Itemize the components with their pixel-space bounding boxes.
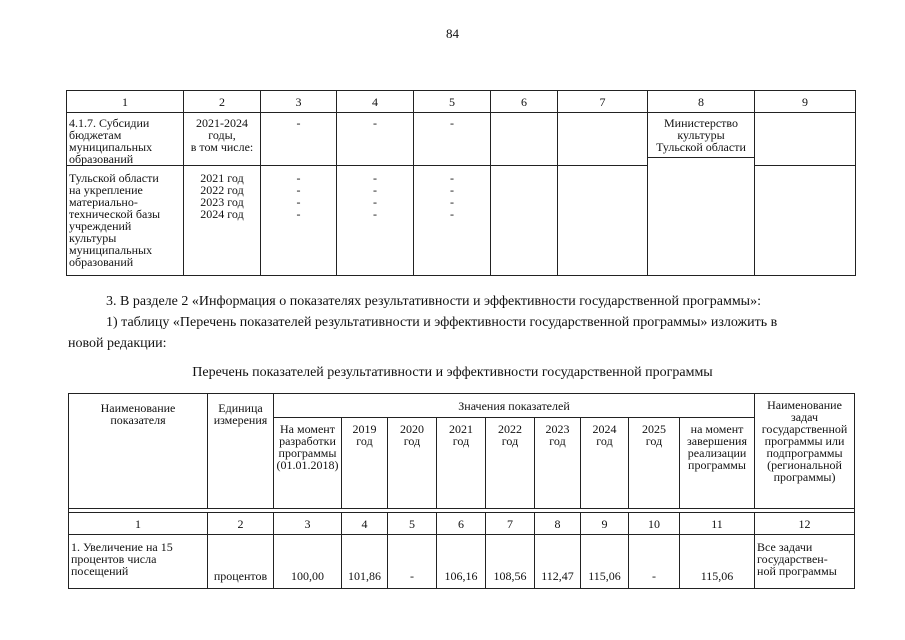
number-cell: 11 (680, 513, 755, 535)
header-line: Наименование (767, 398, 842, 412)
year-word: год (501, 434, 519, 448)
table1-header-row (67, 91, 856, 113)
table1-col-9: 9 (755, 91, 856, 113)
indicator-name-cell (69, 535, 208, 589)
table1-col-3: 3 (261, 91, 337, 113)
subsidy-name-top (67, 113, 184, 166)
header-line: программы (278, 446, 337, 460)
dash: - (450, 171, 454, 185)
header-year-2023 (535, 418, 581, 509)
col4-years (337, 166, 414, 276)
header-tasks (755, 394, 855, 509)
dash: - (296, 195, 301, 209)
table1-col-2: 2 (184, 91, 261, 113)
table2-number-row (69, 513, 855, 535)
header-year-2022 (486, 418, 535, 509)
table1-col-6: 6 (491, 91, 558, 113)
header-line: государственной (761, 422, 848, 436)
name-line: учреждений (69, 219, 132, 233)
col4-total: - (337, 113, 414, 166)
value-cell: 115,06 (680, 535, 755, 589)
header-indicator-name (69, 394, 208, 509)
dash: - (296, 171, 301, 185)
number-cell: 9 (581, 513, 629, 535)
period-cell (184, 113, 261, 166)
task-line: Все задачи (757, 540, 813, 554)
col3-years (261, 166, 337, 276)
table1-col-8: 8 (648, 91, 755, 113)
col9-total (755, 113, 856, 166)
table1-col-1: 1 (67, 91, 184, 113)
header-moment (274, 418, 342, 509)
year-word: год (645, 434, 663, 448)
indicators-table (68, 393, 855, 589)
year: 2019 (352, 422, 377, 436)
year-line: 2021 год (200, 171, 244, 185)
name-line: муниципальных (69, 140, 153, 154)
dash: - (450, 183, 454, 197)
value-cell: 115,06 (581, 535, 629, 589)
number-cell: 8 (535, 513, 581, 535)
year-word: год (596, 434, 613, 448)
dash: - (373, 171, 377, 185)
col7-total (558, 113, 648, 166)
col3-total: - (261, 113, 337, 166)
dash: - (296, 207, 301, 221)
header-line: завершения (687, 434, 747, 448)
year-line: 2024 год (200, 207, 244, 221)
header-year-2020 (388, 418, 437, 509)
budget-table (66, 90, 856, 276)
year-word: год (356, 434, 373, 448)
unit-cell: процентов (208, 535, 274, 589)
dash: - (373, 207, 377, 221)
name-line: бюджетам (69, 128, 122, 142)
header-end (680, 418, 755, 509)
name-line: процентов числа (71, 552, 157, 566)
task-cell (755, 535, 855, 589)
name-line: Тульской области (69, 171, 159, 185)
number-cell: 1 (69, 513, 208, 535)
number-cell: 7 (486, 513, 535, 535)
years-cell (184, 166, 261, 276)
period-line: годы, (208, 128, 236, 142)
table1-row-top (67, 113, 856, 166)
table2-header-row (69, 394, 855, 418)
header-year-2019 (342, 418, 388, 509)
number-cell: 3 (274, 513, 342, 535)
ministry-line: культуры (677, 128, 725, 142)
name-line: образований (69, 255, 134, 269)
table1-col-5: 5 (414, 91, 491, 113)
header-line: задач (791, 410, 819, 424)
name-line: материально- (69, 195, 138, 209)
value-cell: 108,56 (486, 535, 535, 589)
dash: - (296, 183, 301, 197)
dash: - (450, 207, 454, 221)
value-cell: 112,47 (535, 535, 581, 589)
year-line: 2023 год (200, 195, 244, 209)
name-line: муниципальных (69, 243, 153, 257)
dash: - (450, 195, 454, 209)
header-unit (208, 394, 274, 509)
value-cell: - (388, 535, 437, 589)
year-word: год (452, 434, 470, 448)
year: 2022 (498, 422, 522, 436)
year: 2020 (400, 422, 424, 436)
subsidy-name-bottom (67, 166, 184, 276)
period-line: 2021-2024 (196, 116, 248, 130)
header-line: реализации (687, 446, 747, 460)
year-word: год (549, 434, 566, 448)
header-line: программы или (764, 434, 845, 448)
number-cell: 12 (755, 513, 855, 535)
header-line: программы (688, 458, 746, 472)
paragraph-table-edit: 1) таблицу «Перечень показателей результативности и эффективности государственной программы» изложить в (106, 315, 778, 330)
name-line: культуры (69, 231, 117, 245)
col7-years (558, 166, 648, 276)
name-line: 1. Увеличение на 15 (71, 540, 173, 554)
name-line: образований (69, 152, 134, 166)
table1-col-4: 4 (337, 91, 414, 113)
year: 2023 (545, 422, 570, 436)
number-cell: 4 (342, 513, 388, 535)
task-line: ной программы (757, 564, 837, 578)
col5-total: - (414, 113, 491, 166)
name-line: на укрепление (69, 183, 143, 197)
name-line: технической базы (69, 207, 161, 221)
header-line: подпрограммы (766, 446, 843, 460)
name-line: посещений (71, 564, 129, 578)
table1-col-7: 7 (558, 91, 648, 113)
header-year-2021 (437, 418, 486, 509)
number-cell: 10 (629, 513, 680, 535)
year: 2025 (642, 422, 666, 436)
value-cell: 100,00 (274, 535, 342, 589)
header-line: Единица (218, 401, 263, 415)
ministry-line: Министерство (664, 116, 738, 130)
header-line: (01.01.2018) (276, 458, 339, 472)
col5-years (414, 166, 491, 276)
value-cell: - (629, 535, 680, 589)
ministry-cell (648, 113, 755, 276)
header-line: На момент (280, 422, 335, 436)
header-line: разработки (279, 434, 336, 448)
header-year-2024 (581, 418, 629, 509)
col6-total (491, 113, 558, 166)
header-values: Значения показателей (274, 394, 755, 418)
header-line: на момент (690, 422, 744, 436)
number-cell: 2 (208, 513, 274, 535)
number-cell: 6 (437, 513, 486, 535)
year-word: год (403, 434, 421, 448)
dash: - (373, 183, 377, 197)
ministry-line: Тульской области (656, 140, 746, 154)
header-line: измерения (213, 413, 268, 427)
number-cell: 5 (388, 513, 437, 535)
page-number: 84 (446, 26, 459, 41)
table2-title: Перечень показателей результативности и эффективности государственной программы (192, 365, 713, 380)
header-line: программы) (773, 470, 836, 484)
col6-years (491, 166, 558, 276)
year: 2021 (449, 422, 473, 436)
value-cell: 101,86 (342, 535, 388, 589)
value-cell: 106,16 (437, 535, 486, 589)
table-row (69, 535, 855, 589)
year-line: 2022 год (200, 183, 244, 197)
period-line: в том числе: (190, 140, 254, 154)
task-line: государствен- (757, 552, 828, 566)
paragraph-section-2: 3. В разделе 2 «Информация о показателях результативности и эффективности государственной программы»: (106, 294, 761, 309)
col9-years (755, 166, 856, 276)
paragraph-new-edition: новой редакции: (68, 336, 167, 351)
header-line: (региональной (767, 458, 842, 472)
header-line: показателя (110, 413, 166, 427)
name-line: 4.1.7. Субсидии (69, 116, 150, 130)
header-year-2025 (629, 418, 680, 509)
dash: - (373, 195, 377, 209)
header-line: Наименование (100, 401, 176, 415)
year: 2024 (592, 422, 617, 436)
